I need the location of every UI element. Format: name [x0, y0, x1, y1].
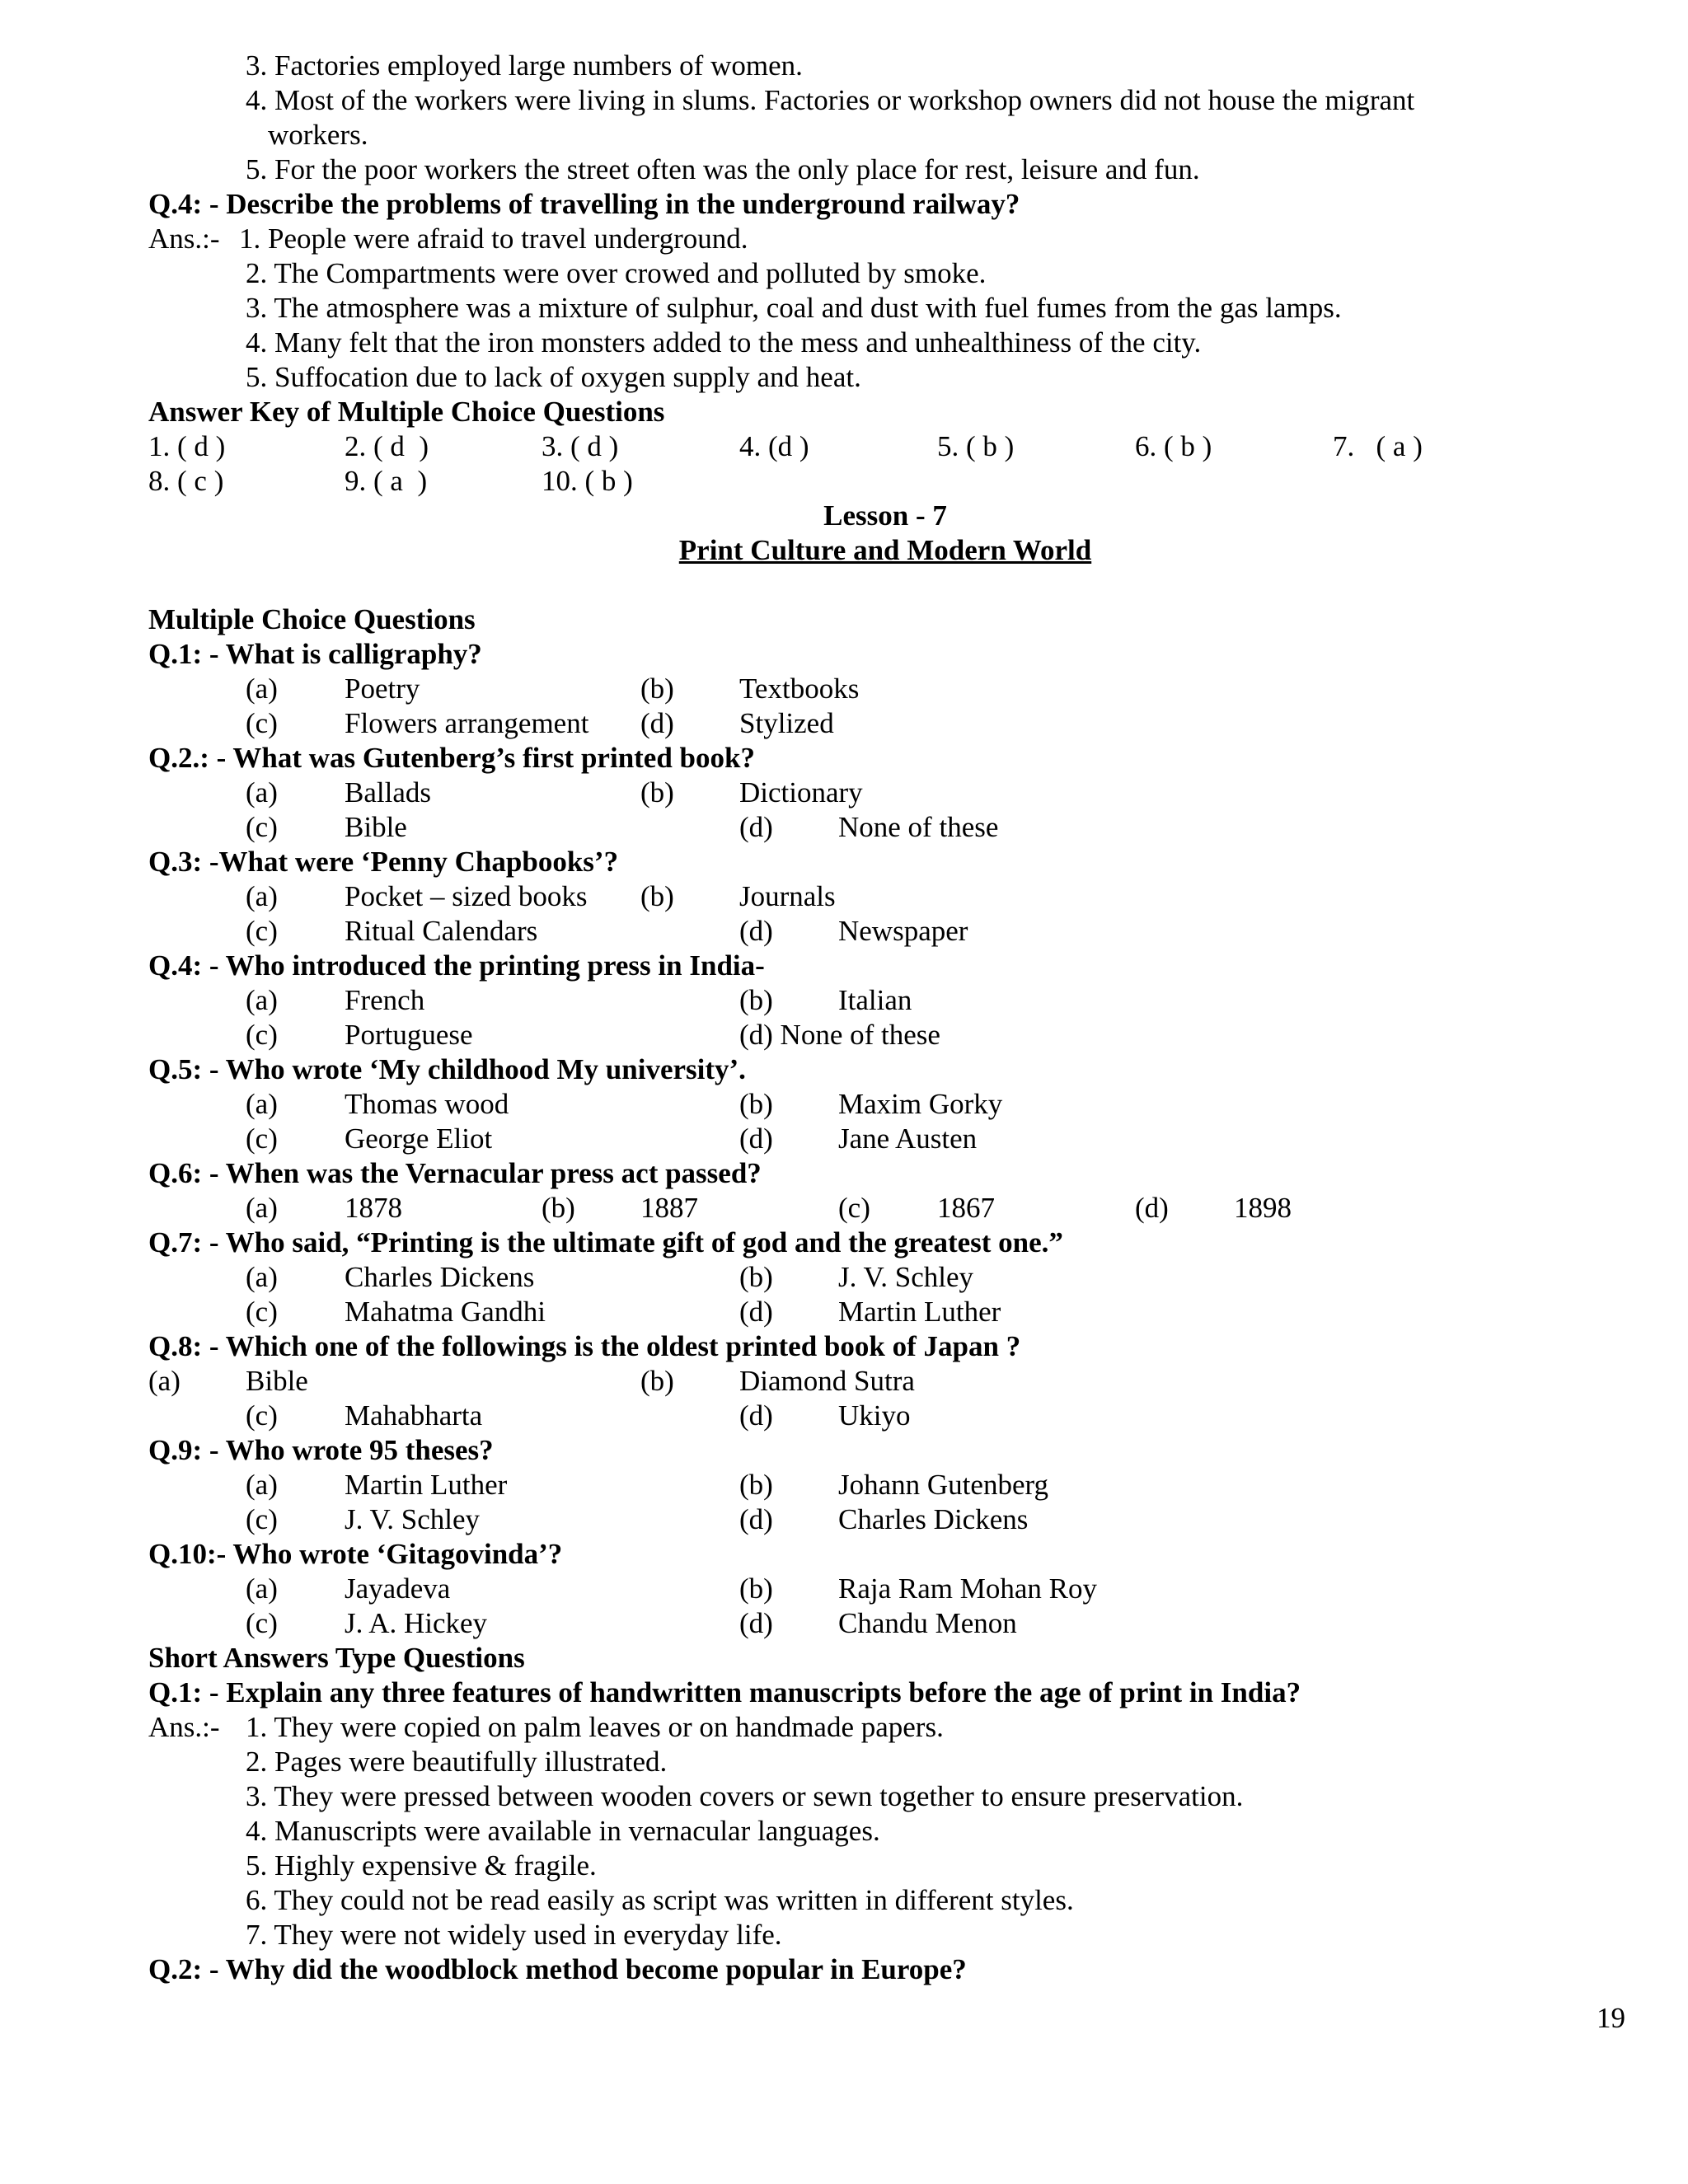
option-text: Flowers arrangement	[345, 707, 589, 739]
option-text: Jane Austen	[838, 1122, 978, 1155]
mcq-question: Q.9: - Who wrote 95 theses?	[148, 1434, 494, 1466]
option-text: Chandu Menon	[838, 1607, 1017, 1639]
answer-key-item: 5. ( b )	[937, 430, 1015, 462]
option-text: Jayadeva	[345, 1572, 451, 1605]
answer-point: 5. For the poor workers the street often was the only place for rest, leisure and fun.	[246, 153, 1200, 185]
option-letter: (b)	[739, 1572, 773, 1605]
option-text: Maxim Gorky	[838, 1088, 1003, 1120]
option-letter: (c)	[246, 1019, 278, 1051]
mcq-question: Q.3: -What were ‘Penny Chapbooks’?	[148, 846, 619, 878]
option-letter: (d)	[640, 707, 674, 739]
option-text: 1898	[1234, 1192, 1292, 1224]
option-text: Poetry	[345, 673, 420, 705]
answer-key-item: 10. ( b )	[542, 465, 633, 497]
answer-point: 4. Manuscripts were available in vernacular languages.	[246, 1815, 880, 1847]
short-answers-heading: Short Answers Type Questions	[148, 1642, 525, 1674]
option-letter: (b)	[542, 1192, 575, 1224]
answer-key-item: 8. ( c )	[148, 465, 224, 497]
option-letter: (b)	[640, 1365, 674, 1397]
option-text: Textbooks	[739, 673, 860, 705]
option-text: Newspaper	[838, 915, 968, 947]
option-letter: (d)	[739, 1399, 773, 1432]
answer-key-item: 4. (d )	[739, 430, 809, 462]
option-text: 1878	[345, 1192, 402, 1224]
answer-key-item: 9. ( a )	[345, 465, 428, 497]
option-text: Ballads	[345, 776, 431, 808]
option-letter: (b)	[739, 984, 773, 1016]
answer-point: 4. Many felt that the iron monsters added to the mess and unhealthiness of the city.	[246, 326, 1202, 359]
option-text: None of these	[838, 811, 999, 843]
option-letter: (d)	[1135, 1192, 1169, 1224]
option-text: George Eliot	[345, 1122, 493, 1155]
option-text: Ritual Calendars	[345, 915, 538, 947]
option-letter: (b)	[640, 880, 674, 912]
option-text: Dictionary	[739, 776, 863, 808]
answer-point: 3. Factories employed large numbers of women.	[246, 49, 803, 82]
answer-point: 5. Highly expensive & fragile.	[246, 1849, 597, 1882]
answer-key-item: 2. ( d )	[345, 430, 429, 462]
answer-point: 2. Pages were beautifully illustrated.	[246, 1746, 668, 1778]
mcq-question: Q.10:- Who wrote ‘Gitagovinda’?	[148, 1538, 563, 1570]
answer-point: 6. They could not be read easily as script was written in different styles.	[246, 1884, 1074, 1916]
page-number: 19	[1597, 2002, 1625, 2034]
answer-point: 3. The atmosphere was a mixture of sulphur, coal and dust with fuel fumes from the gas lamps.	[246, 292, 1342, 324]
option-letter: (a)	[148, 1365, 181, 1397]
option-letter: (a)	[246, 1469, 278, 1501]
option-letter: (d)	[739, 915, 773, 947]
answer-key-item: 3. ( d )	[542, 430, 619, 462]
option-letter: (b)	[640, 776, 674, 808]
option-letter: (a)	[246, 1088, 278, 1120]
option-text: 1867	[937, 1192, 995, 1224]
option-letter: (c)	[246, 915, 278, 947]
option-text: Thomas wood	[345, 1088, 509, 1120]
option-text: Raja Ram Mohan Roy	[838, 1572, 1097, 1605]
option-letter: (a)	[246, 776, 278, 808]
mcq-question: Q.1: - What is calligraphy?	[148, 638, 482, 670]
option-letter: (b)	[640, 673, 674, 705]
option-text: J. A. Hickey	[345, 1607, 488, 1639]
question-heading: Q.2: - Why did the woodblock method become popular in Europe?	[148, 1953, 967, 1985]
option-text: Diamond Sutra	[739, 1365, 915, 1397]
mcq-question: Q.2.: - What was Gutenberg’s first printed book?	[148, 742, 755, 774]
option-text: Ukiyo	[838, 1399, 911, 1432]
option-text: Portuguese	[345, 1019, 473, 1051]
option-text: Martin Luther	[345, 1469, 508, 1501]
answer-point-continued: workers.	[268, 119, 368, 151]
option-text: Pocket – sized books	[345, 880, 588, 912]
lesson-title: Print Culture and Modern World	[678, 534, 1092, 566]
option-letter: (a)	[246, 1572, 278, 1605]
answer-point: 7. They were not widely used in everyday life.	[246, 1919, 782, 1951]
question-heading: Q.1: - Explain any three features of handwritten manuscripts before the age of print in India?	[148, 1676, 1301, 1708]
option-letter: (a)	[246, 1192, 278, 1224]
option-letter: (a)	[246, 673, 278, 705]
option-text: Mahabharta	[345, 1399, 483, 1432]
option-letter: (d)	[739, 1607, 773, 1639]
option-text: Johann Gutenberg	[838, 1469, 1048, 1501]
mcq-question: Q.4: - Who introduced the printing press in India-	[148, 949, 765, 982]
option-letter: (c)	[246, 1607, 278, 1639]
answer-key-item: 6. ( b )	[1135, 430, 1212, 462]
lesson-title-wrap	[0, 533, 1688, 568]
option-text: Martin Luther	[838, 1296, 1001, 1328]
mcq-heading: Multiple Choice Questions	[148, 603, 476, 635]
answer-key-heading: Answer Key of Multiple Choice Questions	[148, 396, 665, 428]
answer-point: 1. They were copied on palm leaves or on handmade papers.	[246, 1711, 944, 1743]
option-letter: (c)	[838, 1192, 870, 1224]
answer-label: Ans.:-	[148, 223, 220, 255]
option-text: Mahatma Gandhi	[345, 1296, 546, 1328]
option-letter: (c)	[246, 1503, 278, 1535]
answer-point: 1. People were afraid to travel underground.	[239, 223, 748, 255]
option-letter: (d)	[739, 1122, 773, 1155]
option-text: Italian	[838, 984, 912, 1016]
option-letter: (a)	[246, 880, 278, 912]
option-letter: (c)	[246, 1399, 278, 1432]
option-text: 1887	[640, 1192, 698, 1224]
option-letter: (d)	[739, 1296, 773, 1328]
option-letter: (b)	[739, 1261, 773, 1293]
option-letter: (c)	[246, 811, 278, 843]
option-letter: (c)	[246, 1296, 278, 1328]
answer-label: Ans.:-	[148, 1711, 220, 1743]
option-letter: (d)	[739, 1503, 773, 1535]
option-text: Charles Dickens	[838, 1503, 1029, 1535]
option-text: Journals	[739, 880, 836, 912]
option-letter: (a)	[246, 1261, 278, 1293]
option-letter: (a)	[246, 984, 278, 1016]
answer-key-item: 1. ( d )	[148, 430, 226, 462]
option-text: J. V. Schley	[345, 1503, 481, 1535]
option-text: (d) None of these	[739, 1019, 940, 1051]
option-letter: (d)	[739, 811, 773, 843]
option-text: French	[345, 984, 425, 1016]
option-text: Stylized	[739, 707, 834, 739]
answer-point: 2. The Compartments were over crowed and polluted by smoke.	[246, 257, 987, 289]
option-letter: (b)	[739, 1469, 773, 1501]
answer-point: 5. Suffocation due to lack of oxygen supply and heat.	[246, 361, 861, 393]
mcq-question: Q.5: - Who wrote ‘My childhood My university’.	[148, 1053, 746, 1085]
option-letter: (b)	[739, 1088, 773, 1120]
answer-point: 4. Most of the workers were living in slums. Factories or workshop owners did not house the migrant	[246, 84, 1415, 116]
option-letter: (c)	[246, 707, 278, 739]
answer-point: 3. They were pressed between wooden covers or sewn together to ensure preservation.	[246, 1780, 1244, 1812]
option-text: Bible	[345, 811, 407, 843]
answer-key-item: 7. ( a )	[1333, 430, 1423, 462]
option-text: Charles Dickens	[345, 1261, 535, 1293]
mcq-question: Q.8: - Which one of the followings is the oldest printed book of Japan ?	[148, 1330, 1021, 1362]
option-letter: (c)	[246, 1122, 278, 1155]
mcq-question: Q.6: - When was the Vernacular press act passed?	[148, 1157, 762, 1189]
option-text: J. V. Schley	[838, 1261, 974, 1293]
mcq-question: Q.7: - Who said, “Printing is the ultimate gift of god and the greatest one.”	[148, 1226, 1063, 1258]
question-heading: Q.4: - Describe the problems of travelling in the underground railway?	[148, 188, 1020, 220]
lesson-number: Lesson - 7	[823, 499, 947, 532]
option-text: Bible	[246, 1365, 308, 1397]
